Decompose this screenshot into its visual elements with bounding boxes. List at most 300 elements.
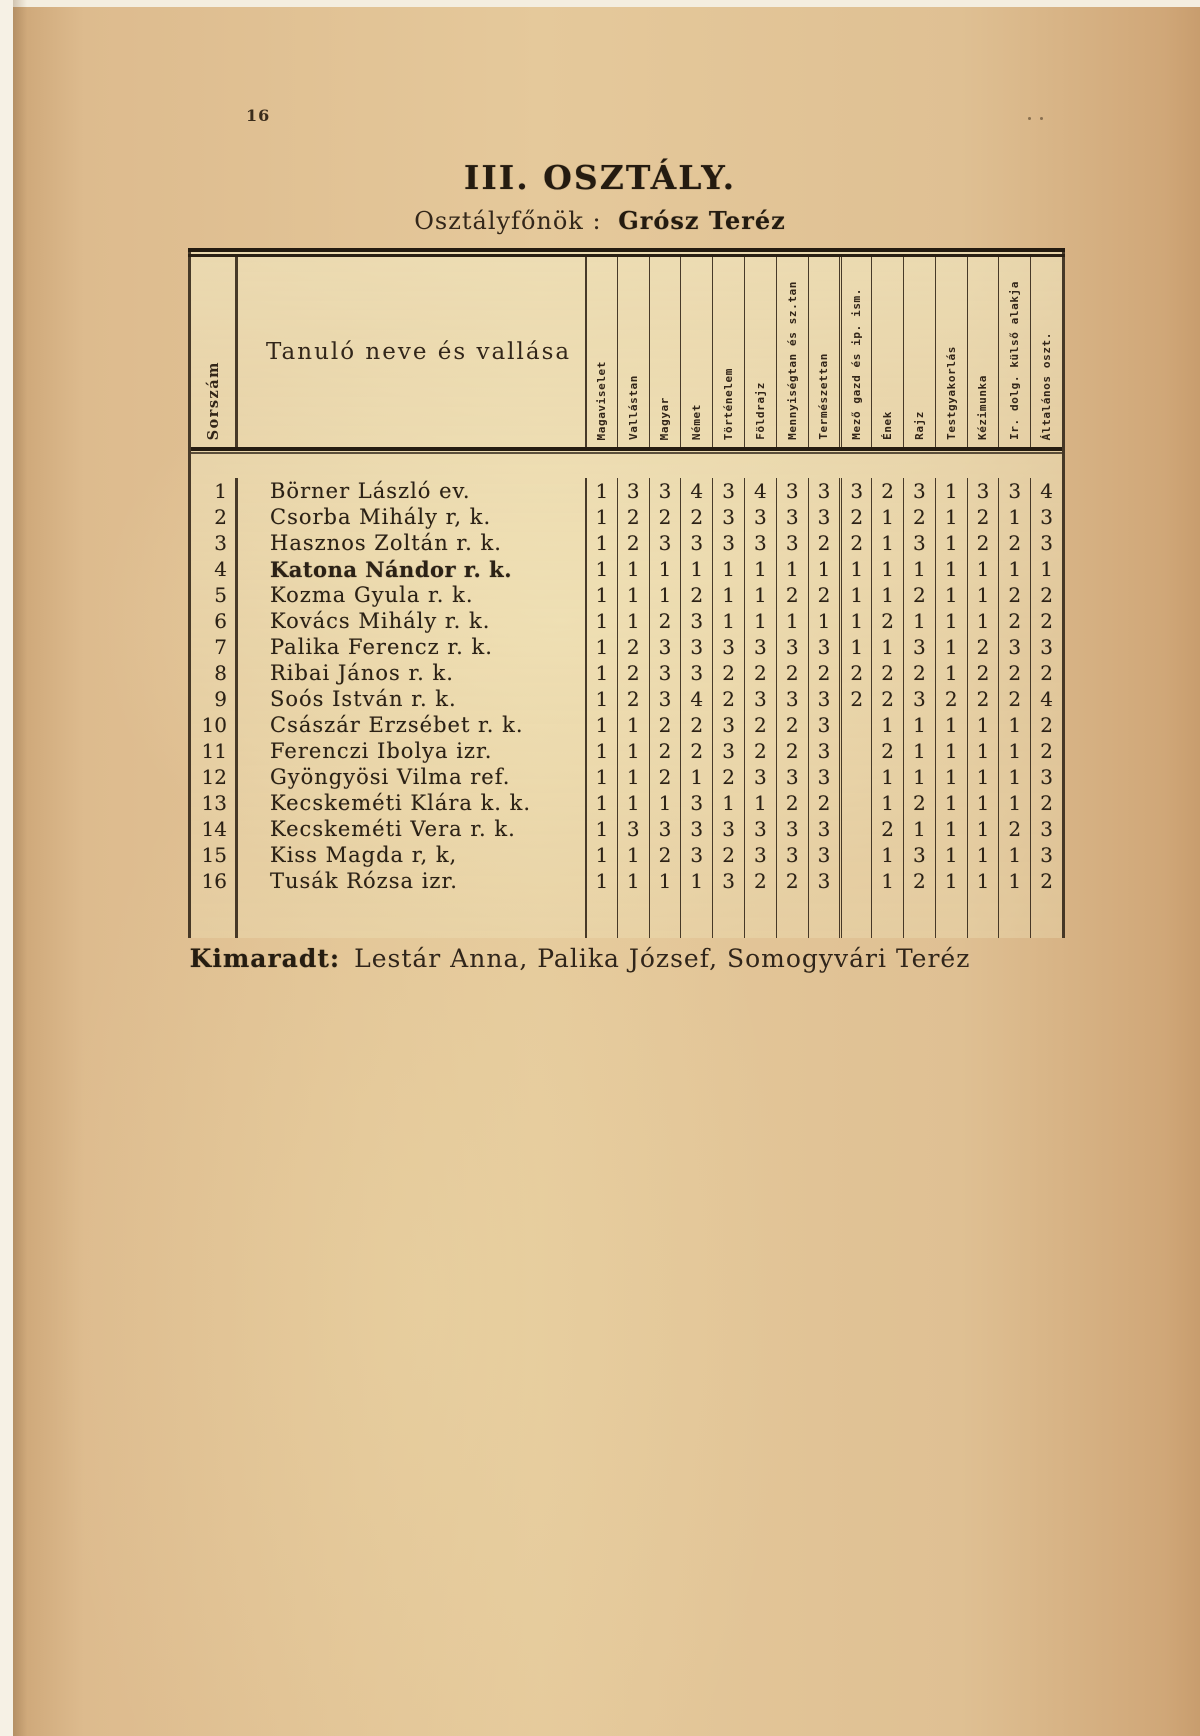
grade-cell: 1 <box>998 842 1030 868</box>
grade-cell: 2 <box>712 660 744 686</box>
grade-cell: 2 <box>808 582 840 608</box>
column-header-8 <box>808 257 840 447</box>
grade-cell: 3 <box>808 686 840 712</box>
grade-cell: 3 <box>776 686 808 712</box>
grade-cell: 2 <box>649 712 681 738</box>
grade-cell: 2 <box>998 582 1030 608</box>
grade-cell: 1 <box>967 556 999 582</box>
grade-cell: 2 <box>776 660 808 686</box>
grade-cell: 3 <box>776 816 808 842</box>
table-top-rule <box>188 248 1065 257</box>
scan-edge-shadow <box>13 0 27 1736</box>
grade-cell: 1 <box>871 790 903 816</box>
student-row <box>191 478 1062 504</box>
grade-cell: 3 <box>903 634 935 660</box>
grade-cell: 3 <box>808 842 840 868</box>
student-name: Soós István r. k. <box>235 686 585 712</box>
grade-cell: 3 <box>680 530 712 556</box>
column-header-label: Történelem <box>722 367 736 440</box>
grade-cell: 1 <box>808 556 840 582</box>
grade-cell: 1 <box>935 868 967 894</box>
grade-cell: 1 <box>903 738 935 764</box>
grade-cell: 1 <box>839 582 871 608</box>
grade-cell: 3 <box>903 478 935 504</box>
grade-cell: 2 <box>998 686 1030 712</box>
grade-cell: 1 <box>712 790 744 816</box>
grade-cell: 1 <box>617 582 649 608</box>
grade-cell: 1 <box>839 634 871 660</box>
grade-cell: 2 <box>967 634 999 660</box>
tail-cell <box>998 894 1030 938</box>
grade-cell: 3 <box>903 530 935 556</box>
tail-cell <box>1030 894 1062 938</box>
grade-cell: 1 <box>617 712 649 738</box>
class-subtitle <box>0 206 1200 235</box>
grade-cell: 1 <box>967 608 999 634</box>
grade-cell: 1 <box>808 608 840 634</box>
grade-cell: 1 <box>585 842 617 868</box>
tail-cell <box>776 894 808 938</box>
grade-cell: 2 <box>617 504 649 530</box>
grade-cell: 2 <box>1030 712 1062 738</box>
column-header-9 <box>839 257 871 447</box>
student-name: Csorba Mihály r, k. <box>235 504 585 530</box>
grade-cell: 2 <box>967 504 999 530</box>
sorszam-label: Sorszám <box>204 360 222 440</box>
grade-cell: 2 <box>871 816 903 842</box>
grade-cell: 3 <box>808 816 840 842</box>
grade-cell: 3 <box>680 660 712 686</box>
grade-cell: 1 <box>585 582 617 608</box>
grade-cell: 2 <box>776 738 808 764</box>
grade-cell: 2 <box>617 686 649 712</box>
grade-cell: 1 <box>998 790 1030 816</box>
grade-cell: 1 <box>1030 556 1062 582</box>
student-row <box>191 530 1062 556</box>
grade-cell: 2 <box>776 790 808 816</box>
grade-cell: 1 <box>871 764 903 790</box>
student-row <box>191 686 1062 712</box>
grade-cell: 1 <box>871 634 903 660</box>
grade-cell: 1 <box>744 608 776 634</box>
student-row <box>191 582 1062 608</box>
student-name: Tusák Rózsa izr. <box>235 868 585 894</box>
grade-cell: 3 <box>617 478 649 504</box>
grade-cell: 1 <box>617 790 649 816</box>
grade-cell: 1 <box>903 764 935 790</box>
grade-cell: 2 <box>871 686 903 712</box>
grade-cell: 3 <box>776 764 808 790</box>
tail-cell <box>649 894 681 938</box>
grade-cell: 2 <box>1030 660 1062 686</box>
grade-cell: 1 <box>998 868 1030 894</box>
column-header-label: Kézimunka <box>976 374 990 440</box>
column-header-label: Mennyiségtan és sz.tan <box>785 281 799 440</box>
grade-cell: 2 <box>871 660 903 686</box>
table-body <box>191 454 1062 894</box>
grade-cell: 2 <box>744 712 776 738</box>
row-number: 12 <box>201 765 227 789</box>
grades-table <box>188 248 1065 938</box>
student-name: Császár Erzsébet r. k. <box>235 712 585 738</box>
grade-cell: 3 <box>680 842 712 868</box>
student-row <box>191 868 1062 894</box>
grade-cell: 2 <box>712 764 744 790</box>
grade-cell: 2 <box>839 530 871 556</box>
grade-cell: 2 <box>680 504 712 530</box>
grade-cell: 1 <box>935 764 967 790</box>
grade-cell: 1 <box>935 478 967 504</box>
grade-cell: 1 <box>585 530 617 556</box>
grade-cell: 1 <box>585 816 617 842</box>
class-title: III. OSZTÁLY. <box>463 158 737 197</box>
grade-cell: 1 <box>967 764 999 790</box>
grade-cell: 1 <box>776 608 808 634</box>
row-number: 3 <box>214 531 227 555</box>
grade-cell: 1 <box>935 634 967 660</box>
grade-cell: 2 <box>744 868 776 894</box>
grade-cell: 4 <box>1030 686 1062 712</box>
page-number: 16 <box>246 106 271 125</box>
column-header-10 <box>871 257 903 447</box>
grade-cell: 2 <box>776 582 808 608</box>
grade-cell: 2 <box>649 608 681 634</box>
grade-cell: 1 <box>776 556 808 582</box>
column-header-label: Testgyakorlás <box>944 346 958 440</box>
grade-cell: 1 <box>617 868 649 894</box>
grade-cell <box>839 738 871 764</box>
tail-cell <box>712 894 744 938</box>
grade-cell: 3 <box>712 634 744 660</box>
grade-cell: 3 <box>649 634 681 660</box>
grade-cell: 1 <box>967 790 999 816</box>
grade-cell: 2 <box>903 582 935 608</box>
row-number: 2 <box>214 505 227 529</box>
grade-cell: 1 <box>903 608 935 634</box>
grade-cell: 1 <box>998 738 1030 764</box>
grade-cell: 1 <box>839 608 871 634</box>
grade-cell: 1 <box>617 608 649 634</box>
grade-cell: 3 <box>680 634 712 660</box>
column-header-12 <box>935 257 967 447</box>
tail-cell <box>903 894 935 938</box>
grade-cell: 2 <box>1030 868 1062 894</box>
grade-cell: 2 <box>903 660 935 686</box>
grade-cell: 1 <box>585 556 617 582</box>
column-header-sorszam <box>191 257 235 447</box>
grade-cell: 1 <box>871 712 903 738</box>
grade-cell: 2 <box>680 738 712 764</box>
table-tail <box>191 894 1062 938</box>
grade-cell: 1 <box>839 556 871 582</box>
grade-cell: 2 <box>680 582 712 608</box>
student-name: Kovács Mihály r. k. <box>235 608 585 634</box>
grade-cell: 1 <box>935 712 967 738</box>
grade-cell: 3 <box>808 504 840 530</box>
tail-cell <box>617 894 649 938</box>
student-row <box>191 556 1062 582</box>
grade-cell: 3 <box>744 686 776 712</box>
grade-cell: 3 <box>712 868 744 894</box>
row-number: 15 <box>201 843 227 867</box>
grade-cell: 3 <box>808 712 840 738</box>
column-header-label: Ir. dolg. külső alakja <box>1008 281 1022 440</box>
grade-cell: 3 <box>744 764 776 790</box>
table-header-rule <box>191 447 1062 454</box>
grade-cell <box>839 764 871 790</box>
grade-cell: 1 <box>935 842 967 868</box>
grade-cell: 2 <box>935 686 967 712</box>
grade-cell: 1 <box>585 764 617 790</box>
grade-cell: 3 <box>998 634 1030 660</box>
grade-cell: 1 <box>935 660 967 686</box>
grade-cell: 1 <box>585 738 617 764</box>
grade-cell: 3 <box>776 504 808 530</box>
tail-cell <box>235 894 585 938</box>
grade-cell: 2 <box>649 842 681 868</box>
grade-cell: 3 <box>808 868 840 894</box>
grade-cell: 1 <box>680 764 712 790</box>
grade-cell: 2 <box>1030 582 1062 608</box>
column-header-14 <box>998 257 1030 447</box>
grade-cell: 1 <box>998 504 1030 530</box>
grade-cell: 3 <box>712 530 744 556</box>
tail-cell <box>744 894 776 938</box>
row-number: 16 <box>201 869 227 893</box>
column-header-label: Rajz <box>912 411 926 440</box>
withdrawn-label: Kimaradt: <box>189 944 341 973</box>
grade-cell: 3 <box>680 608 712 634</box>
grade-cell: 3 <box>1030 764 1062 790</box>
student-name: Palika Ferencz r. k. <box>235 634 585 660</box>
grade-cell: 2 <box>903 868 935 894</box>
tail-cell <box>839 894 871 938</box>
grade-cell: 1 <box>967 582 999 608</box>
grade-cell: 1 <box>585 790 617 816</box>
column-header-label: Vallástan <box>626 374 640 440</box>
grade-cell: 1 <box>935 738 967 764</box>
grade-cell: 1 <box>712 582 744 608</box>
column-header-11 <box>903 257 935 447</box>
grade-cell: 2 <box>617 530 649 556</box>
grade-cell: 1 <box>744 790 776 816</box>
grade-cell: 1 <box>617 764 649 790</box>
column-header-label: Német <box>690 403 704 440</box>
grade-cell: 1 <box>967 712 999 738</box>
student-row <box>191 738 1062 764</box>
grade-cell: 3 <box>1030 530 1062 556</box>
grade-cell: 3 <box>808 738 840 764</box>
grade-cell: 1 <box>744 556 776 582</box>
student-row <box>191 504 1062 530</box>
column-header-label: Földrajz <box>753 382 767 440</box>
grade-cell: 4 <box>680 686 712 712</box>
student-name: Kecskeméti Vera r. k. <box>235 816 585 842</box>
column-header-label: Természettan <box>817 353 831 440</box>
grade-cell: 2 <box>839 686 871 712</box>
grade-cell: 3 <box>649 478 681 504</box>
student-name: Hasznos Zoltán r. k. <box>235 530 585 556</box>
column-header-label: Ének <box>881 411 895 440</box>
student-row <box>191 764 1062 790</box>
grade-cell: 2 <box>998 660 1030 686</box>
grade-cell: 3 <box>649 686 681 712</box>
grade-cell: 1 <box>903 816 935 842</box>
grade-cell: 1 <box>585 660 617 686</box>
grade-cell: 3 <box>712 504 744 530</box>
grade-cell: 3 <box>712 478 744 504</box>
student-name: Kiss Magda r, k, <box>235 842 585 868</box>
name-header-label: Tanuló neve és vallása <box>266 339 572 365</box>
column-header-15 <box>1030 257 1062 447</box>
student-row <box>191 712 1062 738</box>
student-row <box>191 816 1062 842</box>
withdrawn-note <box>0 944 1160 973</box>
grade-cell <box>839 790 871 816</box>
grade-cell: 3 <box>776 842 808 868</box>
grade-cell: 3 <box>998 478 1030 504</box>
grade-cell: 2 <box>680 712 712 738</box>
grade-cell: 2 <box>617 634 649 660</box>
column-header-label: Magaviselet <box>595 360 609 440</box>
grade-cell: 3 <box>808 478 840 504</box>
grade-cell: 1 <box>617 842 649 868</box>
student-row <box>191 634 1062 660</box>
grade-cell <box>839 842 871 868</box>
grade-cell: 3 <box>776 530 808 556</box>
row-number: 10 <box>201 713 227 737</box>
grade-cell: 1 <box>935 556 967 582</box>
student-row <box>191 608 1062 634</box>
tail-cell <box>680 894 712 938</box>
grade-cell: 1 <box>903 712 935 738</box>
grade-cell: 4 <box>744 478 776 504</box>
grade-cell: 1 <box>585 608 617 634</box>
row-number: 6 <box>214 609 227 633</box>
grade-cell: 2 <box>712 842 744 868</box>
grade-cell: 1 <box>998 712 1030 738</box>
grade-cell: 1 <box>935 504 967 530</box>
column-header-label: Magyar <box>658 396 672 440</box>
grade-cell: 1 <box>935 608 967 634</box>
grade-cell: 2 <box>839 504 871 530</box>
grade-cell: 1 <box>871 868 903 894</box>
grade-cell <box>839 816 871 842</box>
student-row <box>191 660 1062 686</box>
grade-cell: 3 <box>712 816 744 842</box>
grade-cell: 2 <box>649 764 681 790</box>
grade-cell: 3 <box>776 634 808 660</box>
grade-cell: 3 <box>649 660 681 686</box>
grade-cell: 3 <box>776 478 808 504</box>
grade-cell: 3 <box>903 686 935 712</box>
grade-cell: 1 <box>903 556 935 582</box>
grade-cell: 1 <box>585 712 617 738</box>
grade-cell: 1 <box>998 556 1030 582</box>
grade-cell: 3 <box>808 764 840 790</box>
grade-cell: 3 <box>680 790 712 816</box>
column-header-1 <box>585 257 617 447</box>
student-row <box>191 842 1062 868</box>
grade-cell: 2 <box>839 660 871 686</box>
row-number: 7 <box>214 635 227 659</box>
grade-cell: 2 <box>649 504 681 530</box>
tail-cell <box>585 894 617 938</box>
student-row <box>191 790 1062 816</box>
grade-cell: 2 <box>649 738 681 764</box>
grade-cell: 3 <box>967 478 999 504</box>
grade-cell: 1 <box>967 816 999 842</box>
tail-cell <box>967 894 999 938</box>
grade-cell: 3 <box>617 816 649 842</box>
grade-cell: 3 <box>744 634 776 660</box>
column-header-name <box>235 257 585 447</box>
grade-cell: 1 <box>744 582 776 608</box>
grade-cell: 3 <box>808 634 840 660</box>
grade-cell: 1 <box>712 608 744 634</box>
row-number: 5 <box>214 583 227 607</box>
grade-cell: 2 <box>871 478 903 504</box>
grade-cell: 1 <box>998 764 1030 790</box>
grade-cell: 1 <box>617 738 649 764</box>
column-header-5 <box>712 257 744 447</box>
teacher-name: Grósz Teréz <box>618 206 786 235</box>
grade-cell: 3 <box>1030 634 1062 660</box>
grade-cell: 3 <box>712 738 744 764</box>
grade-cell: 2 <box>967 530 999 556</box>
grade-cell: 3 <box>1030 842 1062 868</box>
grade-cell: 2 <box>617 660 649 686</box>
tail-cell <box>871 894 903 938</box>
grade-cell: 2 <box>808 660 840 686</box>
grade-cell: 3 <box>744 842 776 868</box>
column-header-label: Általános oszt. <box>1040 331 1054 440</box>
grade-cell: 2 <box>808 530 840 556</box>
grade-cell: 2 <box>998 608 1030 634</box>
grade-cell: 1 <box>585 686 617 712</box>
grade-cell: 1 <box>649 868 681 894</box>
student-name: Katona Nándor r. k. <box>235 556 585 582</box>
grade-cell: 2 <box>1030 738 1062 764</box>
grade-cell: 1 <box>935 816 967 842</box>
student-name: Kecskeméti Klára k. k. <box>235 790 585 816</box>
student-name: Börner László ev. <box>235 478 585 504</box>
row-number: 8 <box>214 661 227 685</box>
grade-cell: 3 <box>649 816 681 842</box>
table-header-row <box>191 257 1062 447</box>
grade-cell: 1 <box>617 556 649 582</box>
column-header-2 <box>617 257 649 447</box>
grade-cell: 3 <box>712 712 744 738</box>
row-number: 1 <box>214 479 227 503</box>
grade-cell: 2 <box>967 686 999 712</box>
grade-cell: 3 <box>744 816 776 842</box>
grade-cell: 1 <box>871 556 903 582</box>
row-number: 11 <box>201 739 227 763</box>
grade-cell: 2 <box>744 738 776 764</box>
grade-cell: 3 <box>1030 816 1062 842</box>
grade-cell: 1 <box>585 868 617 894</box>
grade-cell: 2 <box>1030 790 1062 816</box>
grade-cell: 2 <box>871 738 903 764</box>
grade-cell: 2 <box>998 530 1030 556</box>
grade-cell: 1 <box>871 842 903 868</box>
grade-cell: 1 <box>935 582 967 608</box>
tail-cell <box>808 894 840 938</box>
grade-cell: 1 <box>712 556 744 582</box>
grade-cell: 2 <box>1030 608 1062 634</box>
grade-cell: 1 <box>680 556 712 582</box>
